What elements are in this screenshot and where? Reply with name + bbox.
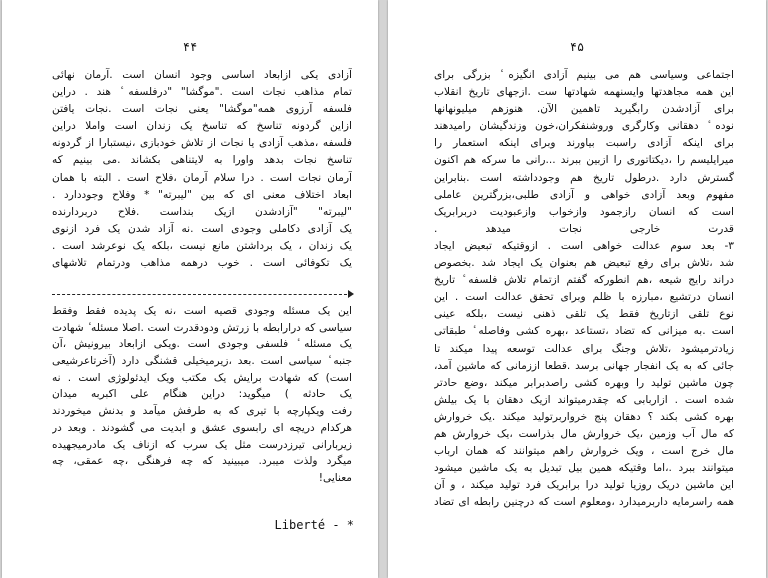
text-line: یک آزادی دکاملی وجودی است .نه آزاد شدن یک فرد ازنوی (52, 222, 352, 235)
text-line: نوده ٔ دهقانی وکارگری وروشنفکران،خون وزندگیشان رامیدهند (434, 120, 734, 133)
text-line: شده است . ازاربابی که چقدرمیتواند ازیک دهقان با یک بیلش (434, 393, 734, 406)
text-line: "لیبرته" "آزادشدن ازیک بنداست .فلاح دربردارنده (52, 205, 352, 218)
right-page (388, 0, 766, 578)
text-line: یک حادثه ) میگوید: دراین هنگام علی اکبربه میدان (52, 388, 352, 401)
text-line: میرایلیسم را ،دیکتاتوری را ازبین ببرند ...رانی ما سرکه هم اکنون (434, 154, 734, 167)
text-line: زیادترمیشود ،تلاش وجنگ برای عدالت توسعه پیدا میکند تا (434, 342, 734, 355)
text-line: این ماشین دریک روزیا تولید درا برابریک فرد تولید میکند ، و آن (434, 479, 734, 492)
text-line: است .به میزانی که تضاد ،تستاعد ،بهره کشی وفاصله ٔ طبقاتی (434, 325, 734, 338)
text-line: نوع تلقی ازتاریخ فقط یک تلقی ذهنی نیست ،بلکه عینی (434, 308, 734, 321)
text-line: قدرت خارجی نجات میدهد . (434, 222, 734, 235)
text-line: انسان درتشیع ،مبارزه با ظلم وبرای تحقق عدالت است . این (434, 291, 734, 304)
text-line: ابعاد اختلاف معنی ای که بین "لیبرته" * وفلاح وجوددارد . (52, 188, 352, 201)
page-number: ۴۵ (569, 40, 585, 54)
text-line: گسترش دارد .درطول تاریخ هم وجودداشته است .بنابراین (434, 171, 734, 184)
text-line: فلسفه ،مذهب آزادی یا نجات از تلاش خودبازی ،نیستبارا از گردونه (52, 137, 352, 150)
text-line: شد ،تلاش برای رفع تبعیض هم بعنوان یک ایجاد شد .بخصوص (434, 257, 734, 270)
text-line: تناسخ نجات بدهد واورا به لایتناهی بکشاند .می بینیم که (52, 154, 352, 167)
text-line: فلسفه آرزوی همه"موگشا" یعنی نجات است .نجات یافتن (52, 103, 352, 116)
text-line: اجتماعی وسیاسی هم می بینیم آزادی انگیزه ٔ بزرگی برای (434, 69, 734, 81)
footnote-mark: Liberté - * (274, 518, 354, 532)
text-line: این همه مجاهدتها وایسنهمه شهادتها ست .ازجهای تاریخ انقلاب (434, 86, 734, 99)
text-line: برای آزادشدن رابگیرید تاهمین الآن. هنوزهم میلیونهانها (434, 103, 734, 116)
text-line: جنبه ٔ سیاسی است .بعد ،زیرمیخیلی قشنگی دارد (آخرتاعرشیعی (52, 355, 352, 368)
text-line: مال خرج است ، ویک خروارش راهم میتوانند که همان ارباب (434, 445, 734, 458)
text-line: تمام مذاهب نجات است ."موگشا" "درفلسفه ٔ هند . دراین (52, 86, 352, 99)
text-line: یک زندان ، یک برداشتن مانع نیست ،بلکه یک نوعرشد است . (52, 239, 352, 252)
text-line: جائی که به یک انفجار جهانی برسد .قطعا اززمانی که ماشین آمد، (434, 359, 734, 372)
text-line: زیربارانی تیرزدرست مثل یک سرب که ازناف یک مادرمیجهیده (52, 438, 352, 451)
text-line: دراند رایج شیعه ،هم انطورکه گفتم ازتمام تلاش فلسفه ٔ تاریخ (434, 274, 734, 287)
text-line: معنایی! (318, 471, 352, 484)
text-line: رفت ویکپارچه با تیری که به طرفش میآمد و بدنش میخوردند (52, 405, 352, 418)
text-line: که مال آب وزمین ،یک خروارش مال بذراست ،یک خروارش هم (434, 427, 734, 440)
text-line: ۳- بعد سوم عدالت خواهی است . ازوقتیکه تبعیض ایجاد (434, 239, 734, 252)
footnote-separator (52, 294, 352, 295)
text-line: همه راسرمایه داربرمیدارد ،ومعلوم است که درچنین رابطه ای تضاد (434, 496, 734, 509)
text-line: مفهوم وبعد آزادی خواهی و آزادی طلبی،بزرگترین عاملی (434, 188, 734, 201)
text-line: آرمان نجات است . درا سلام آرمان ،فلاح است . البته با همان (52, 171, 352, 184)
left-page-body (52, 67, 352, 272)
text-line: میگرد ولذت میبرد. میبینید که چه فرهنگی ،چه عمقی، چه (52, 455, 352, 468)
text-line: یک تکوفائی است . خوب درهمه مذاهب ودرتمام تلاشهای (52, 257, 352, 270)
text-line: است) که شهادت برایش یک مکتب ویک ایدئولوژی است . نه (52, 371, 352, 384)
text-line: میتوانند ببرد .،اما وقتیکه همین بیل تبدیل به یک ماشین میشود (434, 462, 734, 475)
text-line: هرکدام دریچه ای رابسوی عشق و ابدیت می گشودند . وبعد در (52, 421, 352, 434)
left-page-footnote (52, 303, 352, 487)
text-line: بهره کشی بکند ؟ دهقان پنج خرواربرتولید میکند .یک خروارش (434, 410, 734, 423)
text-line: ازاین گردونه تناسخ که تناسخ یک زندان است واملا دراین (52, 120, 352, 133)
text-line: یک مسئله ٔ فلسفی وجودی است .ویکی ازابعاد بیرونیش ،آن (52, 338, 352, 351)
text-line: چون ماشین تولید را وبهره کشی راصدبرابر میکند ،وضع حادتر (434, 376, 734, 389)
text-line: سیاسی که درارابطه با زرتش ودودقدرت است .اصلا مسئله ٔ شهادت (52, 321, 352, 334)
left-page (2, 0, 378, 578)
text-line: این یک مسئله وجودی قصیه است ،نه یک پدیده فقط وفقط (52, 305, 352, 317)
page-number: ۴۴ (182, 40, 198, 54)
text-line: برای اینکه آزادی راسبت بیاورند وبرای اینکه استعمار را (434, 137, 734, 150)
text-line: است که انسان رازجمود وازخواب وازعبودیت دربرابریک (434, 205, 734, 218)
text-line: آزادی یکی ازابعاد اساسی وجود انسان است .آرمان نهائی (52, 69, 352, 81)
right-page-body (434, 67, 734, 511)
